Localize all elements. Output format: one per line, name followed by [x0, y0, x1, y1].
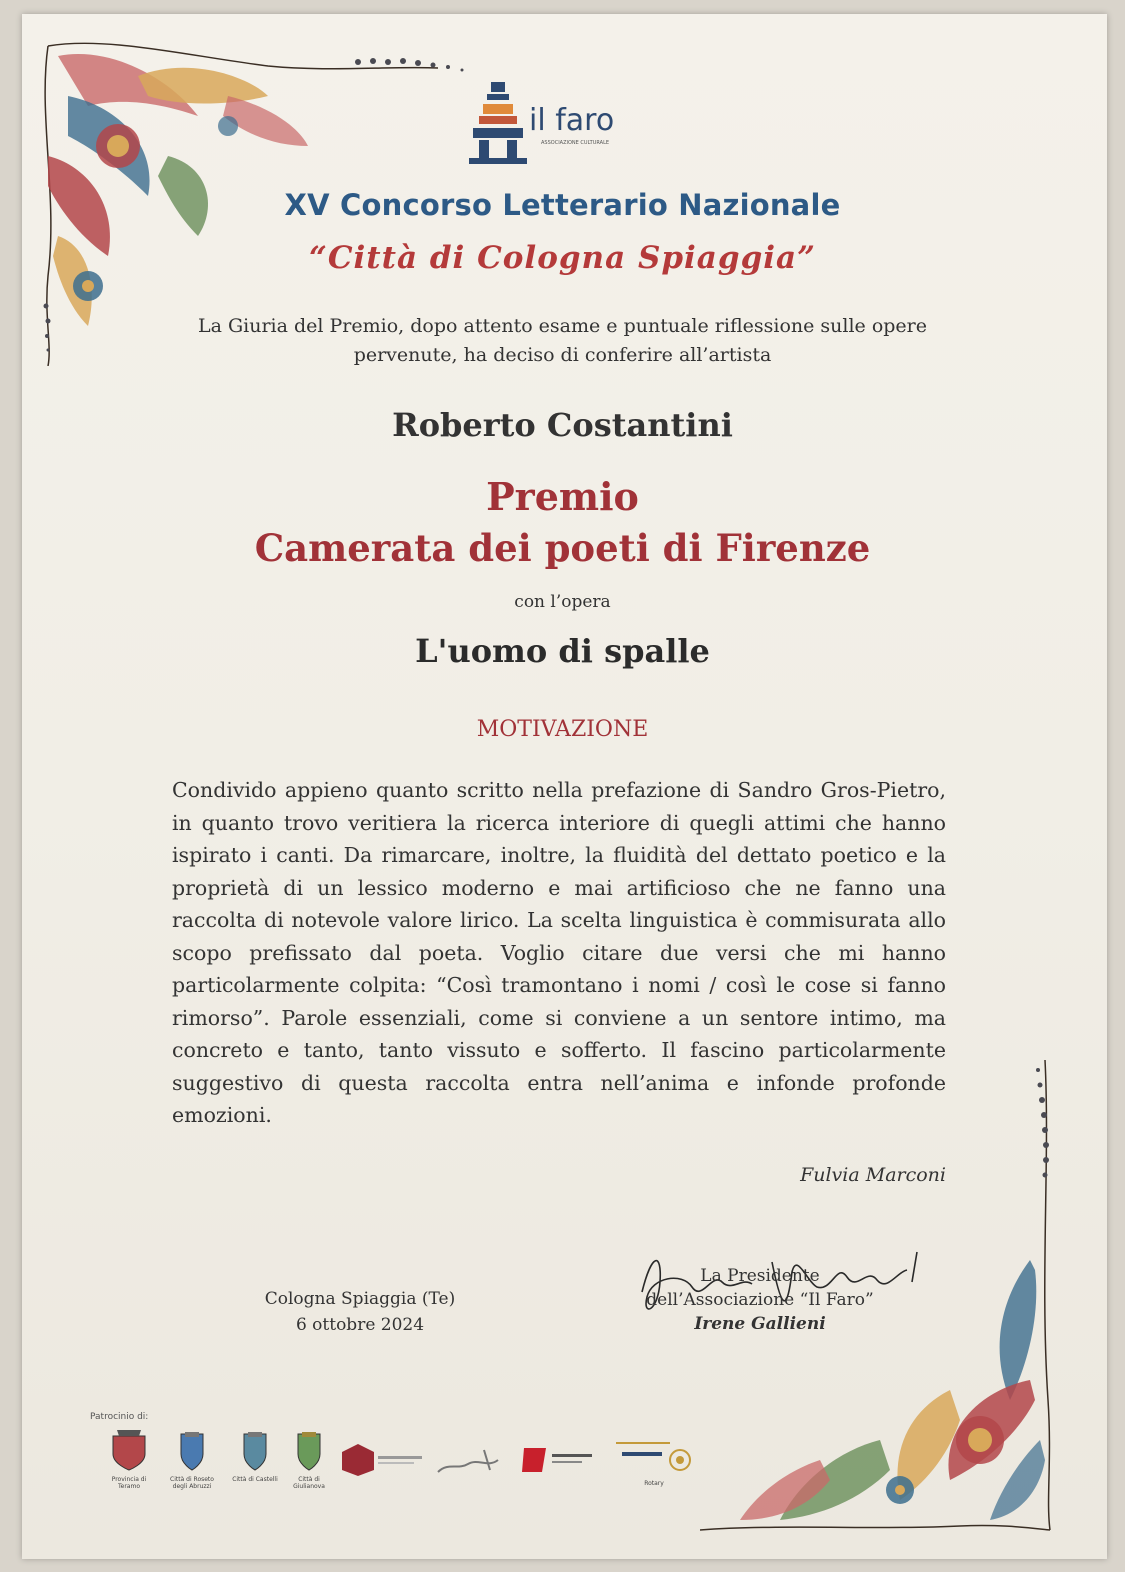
jury-intro: [0, 312, 1125, 370]
president-name: Irene Gallieni: [694, 1314, 826, 1334]
intro-line-2: pervenute, ha deciso di conferire all’artista: [353, 344, 772, 366]
logo-text: il faro: [529, 103, 615, 138]
work-intro: con l’opera: [514, 592, 611, 612]
script-logo-icon: [434, 1442, 514, 1480]
rotary-logo-icon: [614, 1436, 694, 1487]
contest-title: XV Concorso Letterario Nazionale: [284, 188, 841, 222]
date: 6 ottobre 2024: [295, 1315, 425, 1335]
logo-subtext: ASSOCIAZIONE CULTURALE: [541, 140, 610, 146]
patron-caption: Rotary: [644, 1480, 664, 1487]
provincia-teramo-crest-icon: [104, 1428, 154, 1490]
motivation-author: Fulvia Marconi: [800, 1164, 946, 1186]
work-title: L'uomo di spalle: [415, 632, 710, 670]
il-faro-logo: [465, 72, 665, 172]
recipient-name: Roberto Costantini: [392, 406, 733, 444]
place: Cologna Spiaggia (Te): [264, 1289, 456, 1309]
comune-crest-icon: [284, 1432, 334, 1490]
patron-caption: Città di Castelli: [232, 1476, 278, 1483]
patron-caption: Città di Roseto degli Abruzzi: [170, 1476, 214, 1490]
comune-crest-icon: [164, 1432, 220, 1490]
patron-logos: [104, 1428, 704, 1508]
motivation-heading: MOTIVAZIONE: [476, 717, 649, 742]
intro-line-1: La Giuria del Premio, dopo attento esame e puntuale riflessione sulle opere: [198, 315, 927, 337]
contest-subtitle: “Città di Cologna Spiaggia”: [309, 240, 816, 276]
president-association: dell’Associazione “Il Faro”: [646, 1290, 874, 1310]
prize-title-line-2: Camerata dei poeti di Firenze: [254, 526, 871, 570]
president-block: [640, 1264, 880, 1336]
prize-title-line-1: Premio: [486, 474, 639, 519]
cube-logo-icon: [338, 1442, 428, 1480]
place-date-block: [240, 1286, 480, 1338]
comune-crest-icon: [230, 1432, 280, 1483]
motivation-text: Condivido appieno quanto scritto nella prefazione di Sandro Gros-Pietro, in quanto trovo veritiera la ricerca interiore di quegli attimi che hanno ispirato i canti. Da rimarcare, inoltre, la fluidità del dettato poetico e la proprietà di un lessico moderno e mai artificioso che ne fanno una raccolta di notevole valore lirico. La scelta linguistica è commisurata allo scopo prefissato dal poeta. Voglio citare due versi che mi hanno particolarmente colpita: “Così tramontano i nomi / così le cose si fanno rimorso”. Parole essenziali, come si conviene a un sentore intimo, ma concreto e tanto, tanto vissuto e sofferto. Il fascino particolarmente suggestivo di questa raccolta entra nell’anima e infonde profonde emozioni.: [172, 778, 946, 1127]
patron-caption: Provincia di Teramo: [111, 1476, 147, 1490]
patron-caption: Città di Giulianova: [293, 1476, 325, 1490]
president-title: La Presidente: [700, 1266, 820, 1286]
red-logo-icon: [520, 1442, 604, 1480]
patronage-label: Patrocinio di:: [90, 1412, 149, 1422]
